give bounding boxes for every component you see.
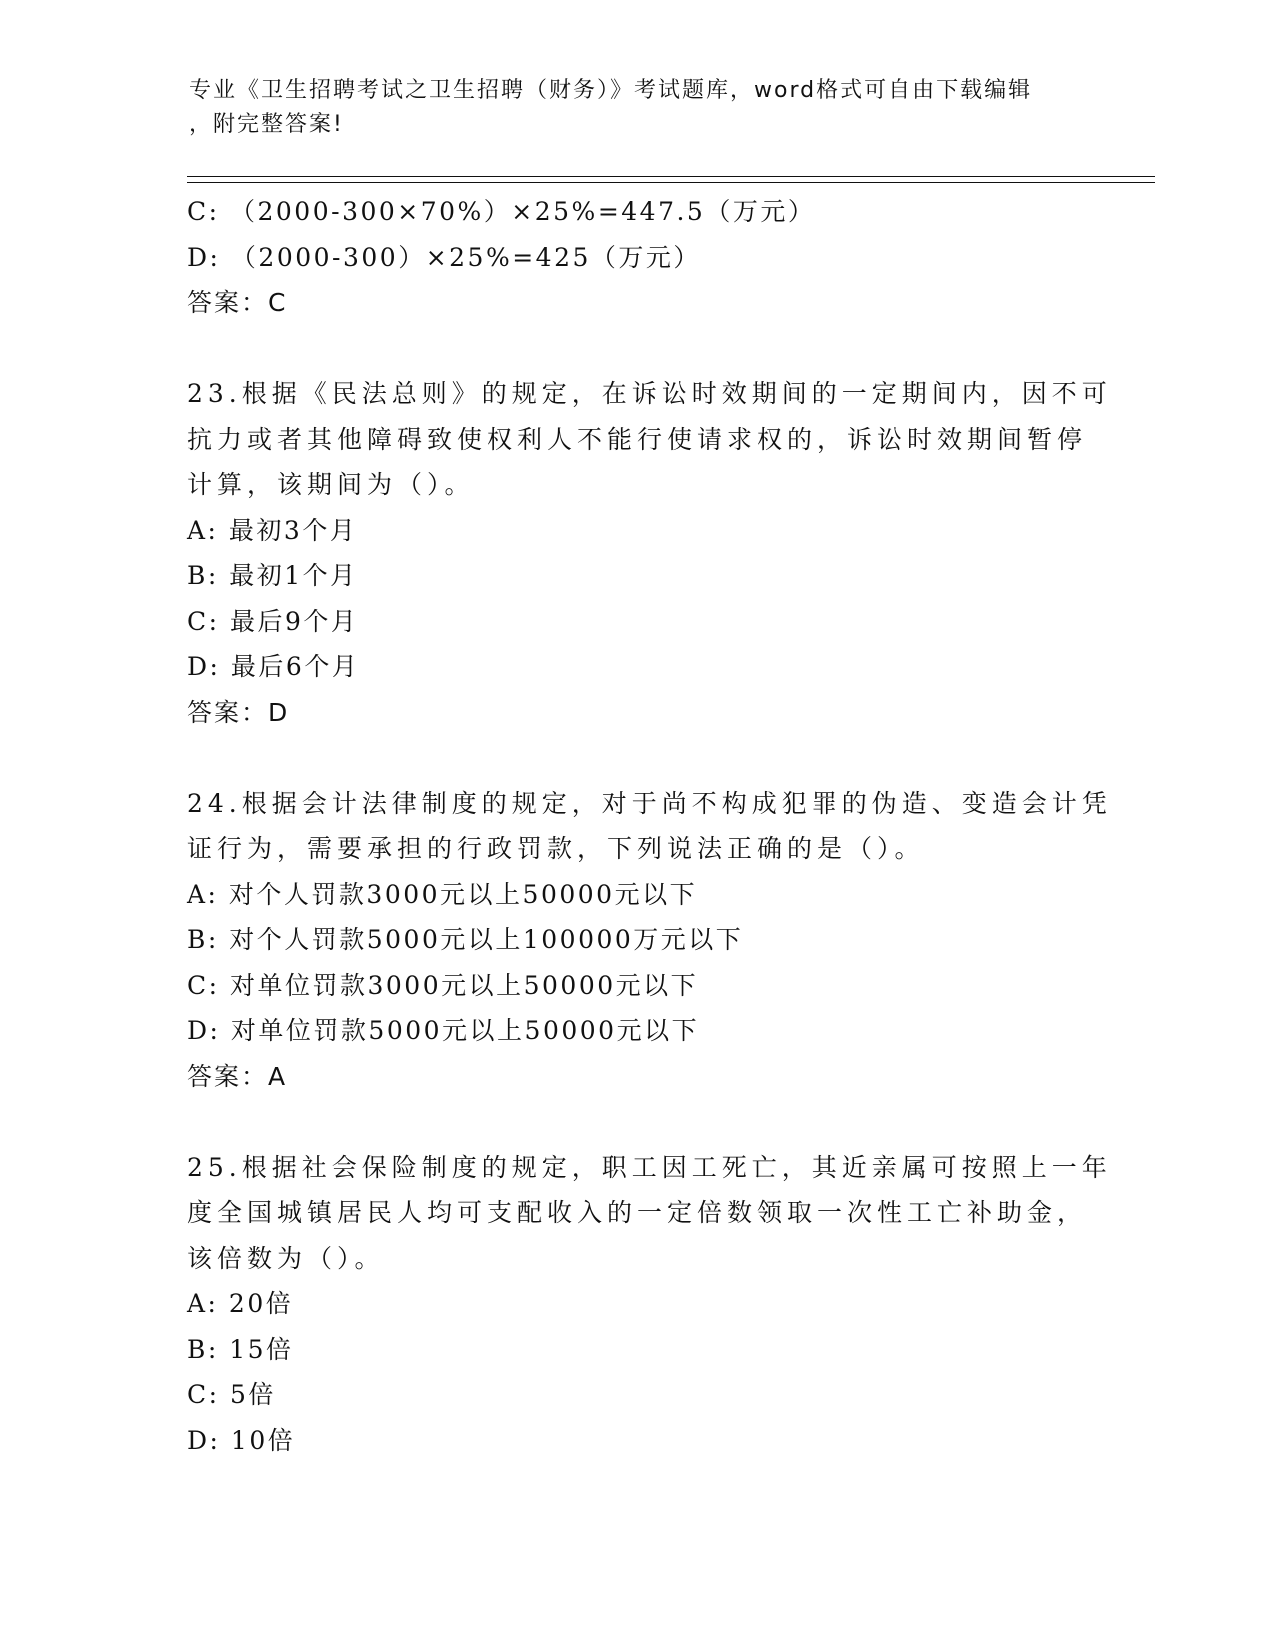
header-line-2: ，附完整答案! [189,112,344,137]
question-24 [187,781,1112,1100]
previous-question-block [187,189,1087,326]
option-d: D: 10倍 [187,1425,296,1455]
question-stem-line: 计算，该期间为（）。 [187,470,475,499]
option-c: C: 5倍 [187,1380,276,1409]
option-d: D: 最后6个月 [187,652,360,681]
option-a: A: 对个人罚款3000元以上50000元以下 [187,879,698,909]
option-d: D: 对单位罚款5000元以上50000元以下 [187,1016,700,1045]
header-line-1: 专业《卫生招聘考试之卫生招聘（财务）》考试题库，word格式可自由下载编辑 [189,78,1033,103]
answer-line: 答案：C [187,288,288,317]
option-d: D: （2000-300）×25%=425（万元） [187,242,701,272]
question-stem-line: 抗力或者其他障碍致使权利人不能行使请求权的，诉讼时效期间暂停 [187,424,1088,454]
question-list [187,189,1112,1463]
question-stem-line: 度全国城镇居民人均可支配收入的一定倍数领取一次性工亡补助金， [187,1198,1088,1227]
answer-line: 答案：A [187,1061,288,1091]
page-header [189,74,1089,142]
option-c: C: 最后9个月 [187,606,359,636]
question-25 [187,1145,1112,1464]
question-stem-line: 25.根据社会保险制度的规定，职工因工死亡，其近亲属可按照上一年 [187,1152,1112,1182]
option-c: C: 对单位罚款3000元以上50000元以下 [187,970,699,1000]
option-a: A: 最初3个月 [187,515,358,545]
answer-line: 答案：D [187,697,290,727]
option-b: B: 最初1个月 [187,561,358,590]
question-stem-line: 证行为，需要承担的行政罚款，下列说法正确的是（）。 [187,834,925,863]
question-stem-line: 该倍数为（）。 [187,1243,385,1273]
option-a: A: 20倍 [187,1289,294,1318]
question-23 [187,371,1112,735]
header-divider-bottom [187,182,1155,183]
option-c: C: （2000-300×70%）×25%=447.5（万元） [187,197,816,226]
question-stem-line: 23.根据《民法总则》的规定，在诉讼时效期间的一定期间内，因不可 [187,379,1112,408]
header-divider-top [187,176,1155,177]
option-b: B: 15倍 [187,1334,294,1364]
option-b: B: 对个人罚款5000元以上100000万元以下 [187,925,744,954]
question-stem-line: 24.根据会计法律制度的规定，对于尚不构成犯罪的伪造、变造会计凭 [187,788,1112,818]
